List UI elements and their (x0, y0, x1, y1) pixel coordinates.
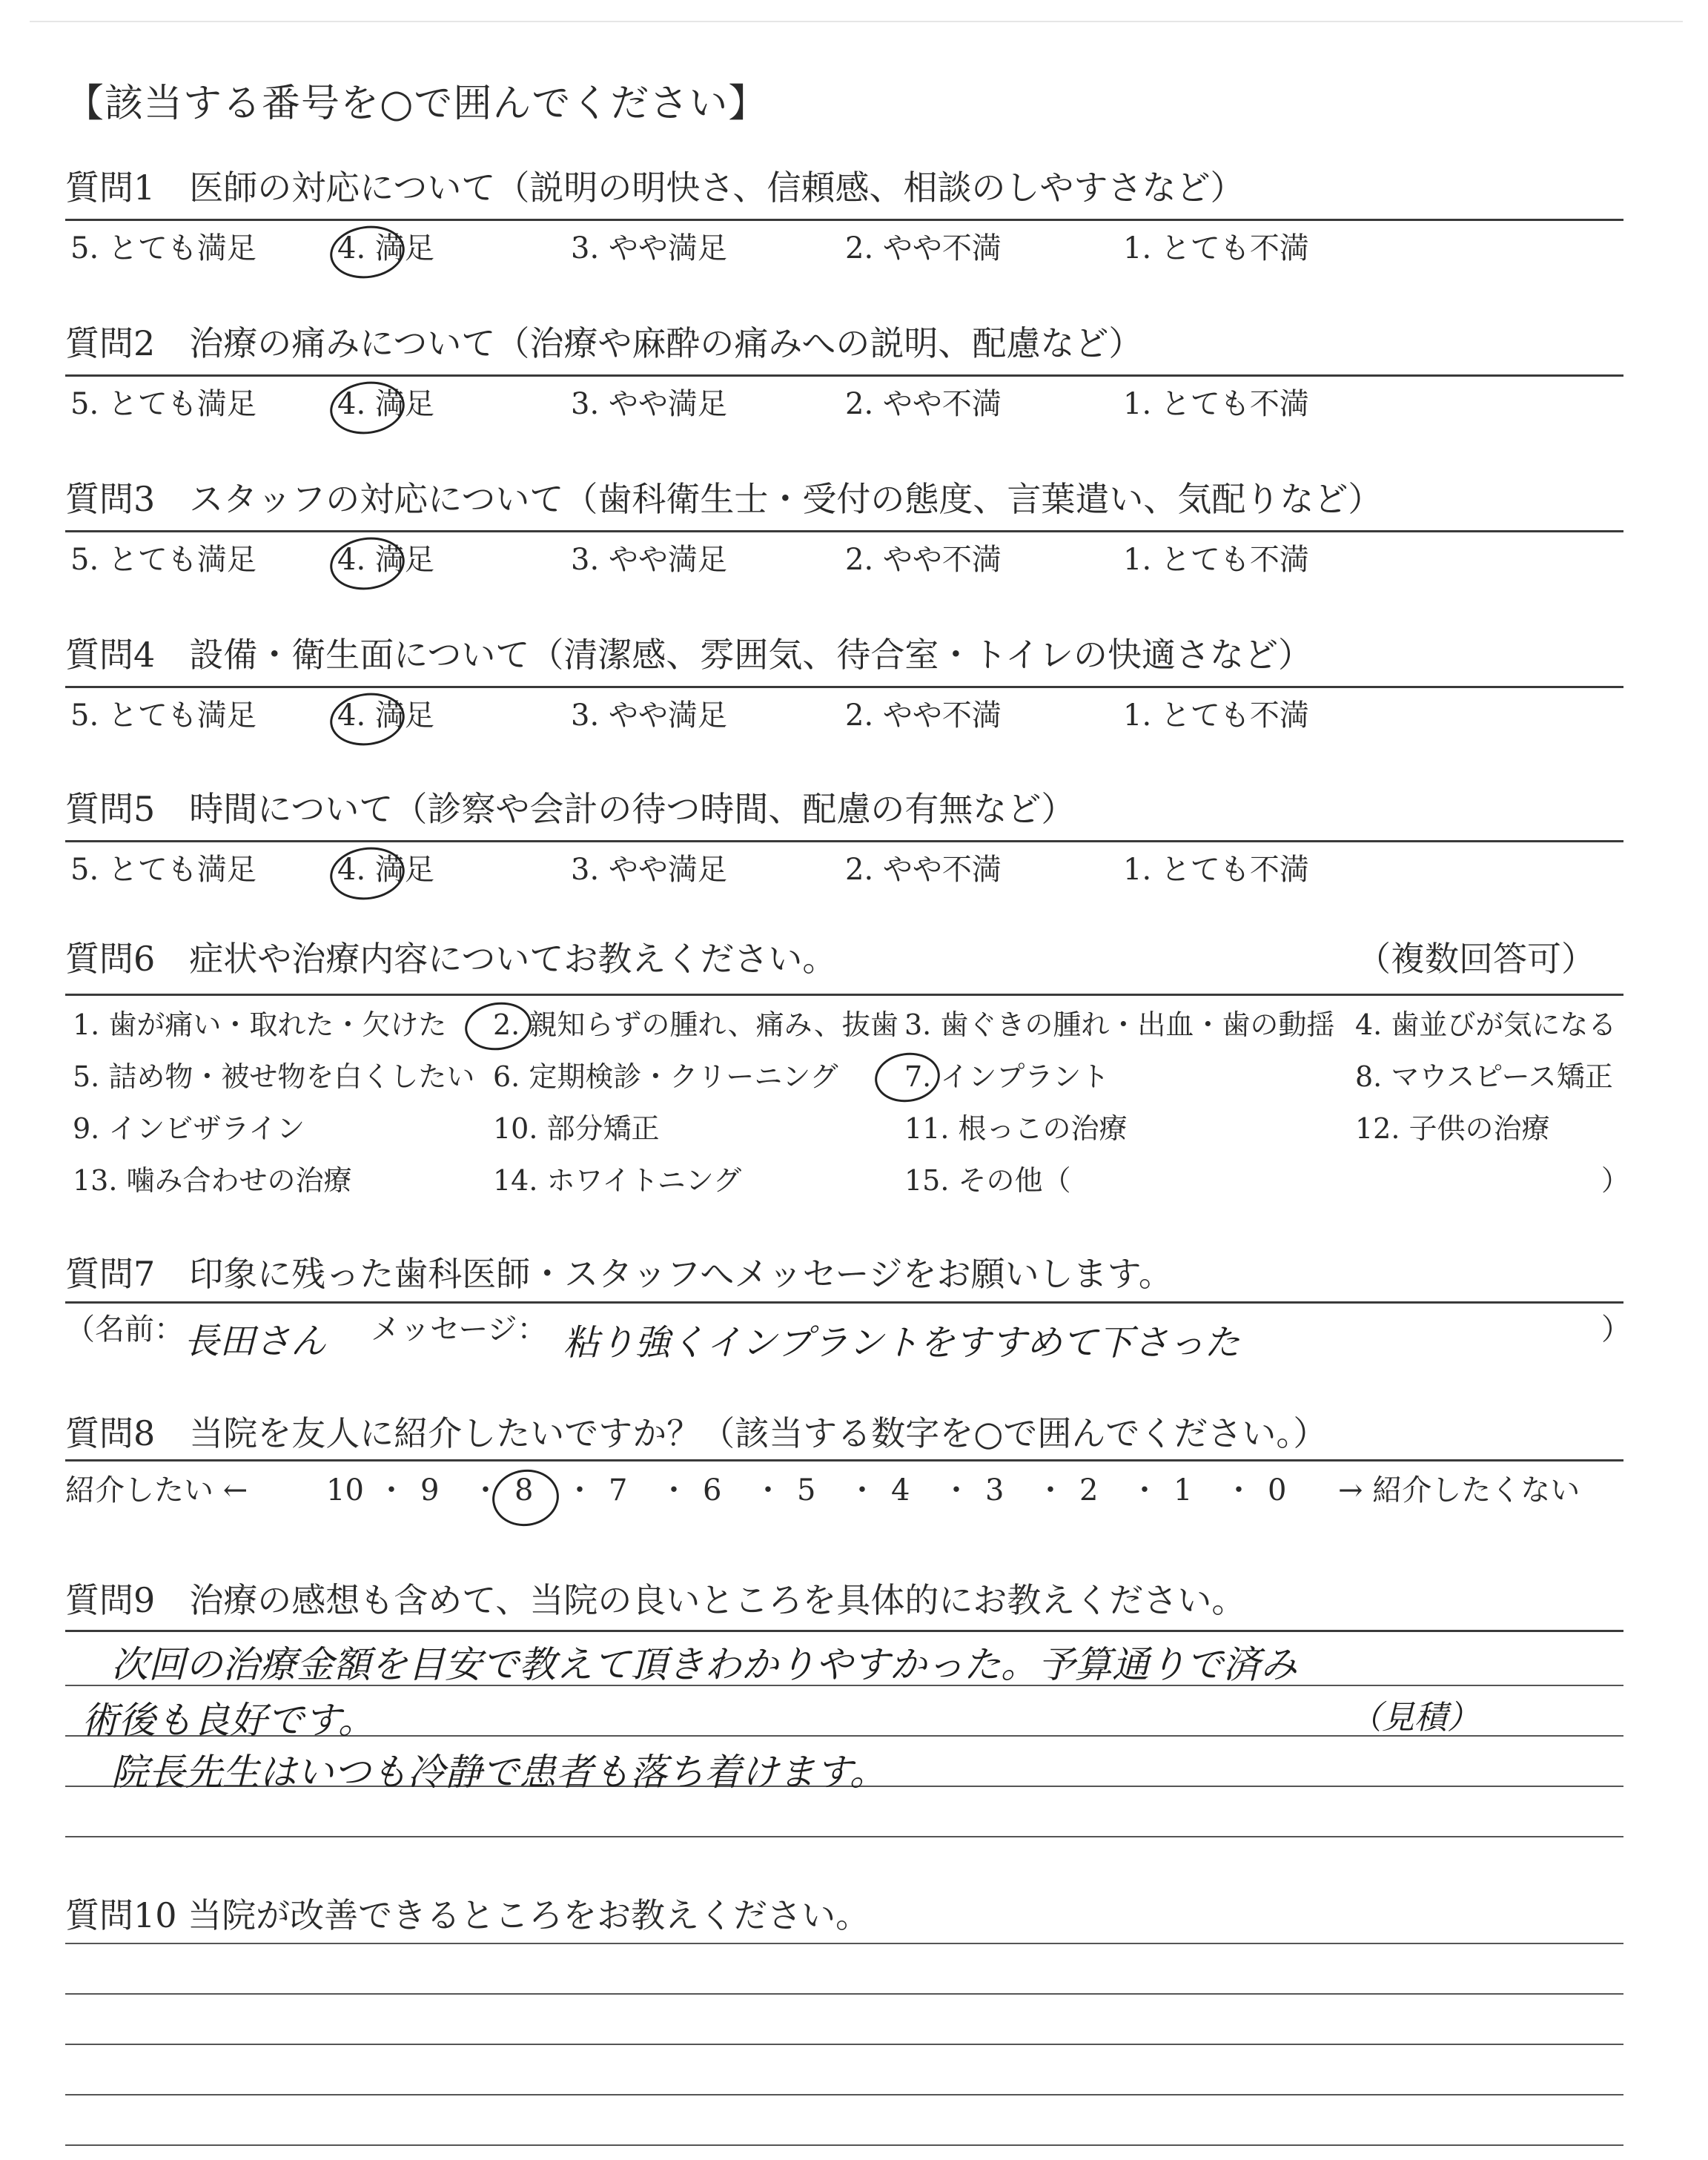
q7-rule (65, 1301, 1623, 1304)
q4-rule (65, 686, 1623, 688)
q8-scale-3[interactable]: 3 (985, 1473, 1004, 1507)
q5-rule (65, 840, 1623, 842)
q8-scale-separator: ・ (847, 1473, 877, 1507)
q10-line-4 (65, 2094, 1623, 2095)
q2-option-2[interactable]: 2. やや不満 (845, 387, 1002, 421)
circle-q6-item-7 (872, 1048, 943, 1106)
q8-scale-separator: ・ (471, 1473, 500, 1507)
q6-item-1[interactable]: 1. 歯が痛い・取れた・欠けた (73, 1008, 447, 1041)
q8-scale-separator: ・ (941, 1473, 971, 1507)
q10-line-3 (65, 2044, 1623, 2045)
q2-title: 質問2 治療の痛みについて（治療や麻酔の痛みへの説明、配慮など） (65, 323, 1143, 363)
q3-option-1[interactable]: 1. とても不満 (1123, 543, 1309, 577)
q1-option-3[interactable]: 3. やや満足 (571, 231, 727, 265)
q6-item-4[interactable]: 4. 歯並びが気になる (1355, 1008, 1617, 1041)
q6-item-14[interactable]: 14. ホワイトニング (493, 1164, 742, 1197)
q3-option-4[interactable]: 4. 満足 (337, 543, 434, 577)
q9-annotation: （見積） (1349, 1699, 1480, 1737)
q8-scale-9[interactable]: 9 (420, 1473, 440, 1507)
q1-option-4[interactable]: 4. 満足 (337, 231, 434, 265)
q1-title: 質問1 医師の対応について（説明の明快さ、信頼感、相談のしやすさなど） (65, 168, 1245, 208)
q5-option-5[interactable]: 5. とても満足 (70, 853, 256, 887)
q5-option-4[interactable]: 4. 満足 (337, 853, 434, 887)
q9-answer-line-2: 術後も良好です。 (82, 1699, 375, 1742)
q2-option-3[interactable]: 3. やや満足 (571, 387, 727, 421)
q10-line-5 (65, 2144, 1623, 2146)
q8-rule (65, 1459, 1623, 1462)
q8-left-label: 紹介したい ← (65, 1473, 248, 1507)
q8-scale-separator: ・ (1224, 1473, 1254, 1507)
q6-item-5[interactable]: 5. 詰め物・被せ物を白くしたい (73, 1060, 475, 1093)
q9-answer-line-1: 次回の治療金額を目安で教えて頂きわかりやすかった。予算通りで済み (111, 1643, 1297, 1686)
q8-scale-5[interactable]: 5 (797, 1473, 816, 1507)
q8-scale-separator: ・ (1130, 1473, 1159, 1507)
q6-item-11[interactable]: 11. 根っこの治療 (904, 1112, 1128, 1145)
q8-scale-separator: ・ (659, 1473, 689, 1507)
q8-scale-separator: ・ (377, 1473, 406, 1507)
q6-title: 質問6 症状や治療内容についてお教えください。 (65, 939, 837, 979)
q2-option-5[interactable]: 5. とても満足 (70, 387, 256, 421)
q7-message-value: 粘り強くインプラントをすすめて下さった (563, 1322, 1240, 1364)
q8-scale-1[interactable]: 1 (1174, 1473, 1193, 1507)
q8-scale-separator: ・ (565, 1473, 595, 1507)
q4-title: 質問4 設備・衛生面について（清潔感、雰囲気、待合室・トイレの快適さなど） (65, 635, 1313, 675)
q1-option-5[interactable]: 5. とても満足 (70, 231, 256, 265)
q3-option-3[interactable]: 3. やや満足 (571, 543, 727, 577)
q6-other-close: ） (1601, 1164, 1630, 1197)
q2-option-1[interactable]: 1. とても不満 (1123, 387, 1309, 421)
q4-option-3[interactable]: 3. やや満足 (571, 698, 727, 733)
q8-title: 質問8 当院を友人に紹介したいですか？（該当する数字を○で囲んでください。） (65, 1413, 1328, 1453)
q8-scale-10[interactable]: 10 (326, 1473, 364, 1507)
q6-item-6[interactable]: 6. 定期検診・クリーニング (493, 1060, 838, 1093)
q6-item-15[interactable]: 15. その他（ (904, 1164, 1071, 1197)
q9-rule (65, 1630, 1623, 1632)
q6-item-10[interactable]: 10. 部分矯正 (493, 1112, 660, 1145)
q3-title: 質問3 スタッフの対応について（歯科衛生士・受付の態度、言葉遣い、気配りなど） (65, 479, 1383, 519)
page-header: 【該当する番号を○で囲んでください】 (65, 82, 768, 126)
q10-title: 質問10 当院が改善できるところをお教えください。 (65, 1895, 870, 1935)
q2-option-4[interactable]: 4. 満足 (337, 387, 434, 421)
q8-scale-7[interactable]: 7 (609, 1473, 628, 1507)
q6-item-13[interactable]: 13. 噛み合わせの治療 (73, 1164, 352, 1197)
q6-item-9[interactable]: 9. インビザライン (73, 1112, 305, 1145)
q10-line-2 (65, 1993, 1623, 1995)
q7-name-value: 長田さん (184, 1321, 327, 1362)
q6-note: （複数回答可） (1357, 939, 1595, 979)
q7-name-label: （名前： (65, 1312, 184, 1347)
q5-title: 質問5 時間について（診察や会計の待つ時間、配慮の有無など） (65, 789, 1076, 829)
q3-option-5[interactable]: 5. とても満足 (70, 543, 256, 577)
q8-scale-6[interactable]: 6 (703, 1473, 722, 1507)
q5-option-2[interactable]: 2. やや不満 (845, 853, 1002, 887)
q6-rule (65, 994, 1623, 996)
q4-option-2[interactable]: 2. やや不満 (845, 698, 1002, 733)
q6-item-8[interactable]: 8. マウスピース矯正 (1355, 1060, 1613, 1093)
q2-rule (65, 374, 1623, 377)
q7-close: ） (1601, 1312, 1631, 1347)
scan-edge (30, 21, 1683, 22)
q8-scale-0[interactable]: 0 (1268, 1473, 1287, 1507)
q1-option-2[interactable]: 2. やや不満 (845, 231, 1002, 265)
q8-scale-separator: ・ (753, 1473, 783, 1507)
q10-line-1 (65, 1943, 1623, 1944)
q8-scale-2[interactable]: 2 (1079, 1473, 1099, 1507)
q6-item-2[interactable]: 2. 親知らずの腫れ、痛み、抜歯 (493, 1008, 898, 1041)
q7-message-label: メッセージ： (371, 1312, 547, 1347)
q8-right-label: → 紹介したくない (1338, 1473, 1580, 1507)
q6-item-12[interactable]: 12. 子供の治療 (1355, 1112, 1550, 1145)
q8-scale-separator: ・ (1036, 1473, 1065, 1507)
q1-rule (65, 219, 1623, 221)
q8-scale-8[interactable]: 8 (514, 1473, 534, 1507)
q5-option-3[interactable]: 3. やや満足 (571, 853, 727, 887)
q9-title: 質問9 治療の感想も含めて、当院の良いところを具体的にお教えください。 (65, 1580, 1246, 1620)
q6-item-7[interactable]: 7. インプラント (904, 1060, 1110, 1093)
q6-item-3[interactable]: 3. 歯ぐきの腫れ・出血・歯の動揺 (904, 1008, 1335, 1041)
q4-option-4[interactable]: 4. 満足 (337, 698, 434, 733)
q9-line-4 (65, 1836, 1623, 1837)
q7-title: 質問7 印象に残った歯科医師・スタッフへメッセージをお願いします。 (65, 1254, 1173, 1294)
q4-option-1[interactable]: 1. とても不満 (1123, 698, 1309, 733)
q3-rule (65, 530, 1623, 532)
q3-option-2[interactable]: 2. やや不満 (845, 543, 1002, 577)
q8-scale-4[interactable]: 4 (891, 1473, 910, 1507)
q5-option-1[interactable]: 1. とても不満 (1123, 853, 1309, 887)
q9-answer-line-3: 院長先生はいつも冷静で患者も落ち着けます。 (111, 1751, 887, 1794)
q1-option-1[interactable]: 1. とても不満 (1123, 231, 1309, 265)
q4-option-5[interactable]: 5. とても満足 (70, 698, 256, 733)
